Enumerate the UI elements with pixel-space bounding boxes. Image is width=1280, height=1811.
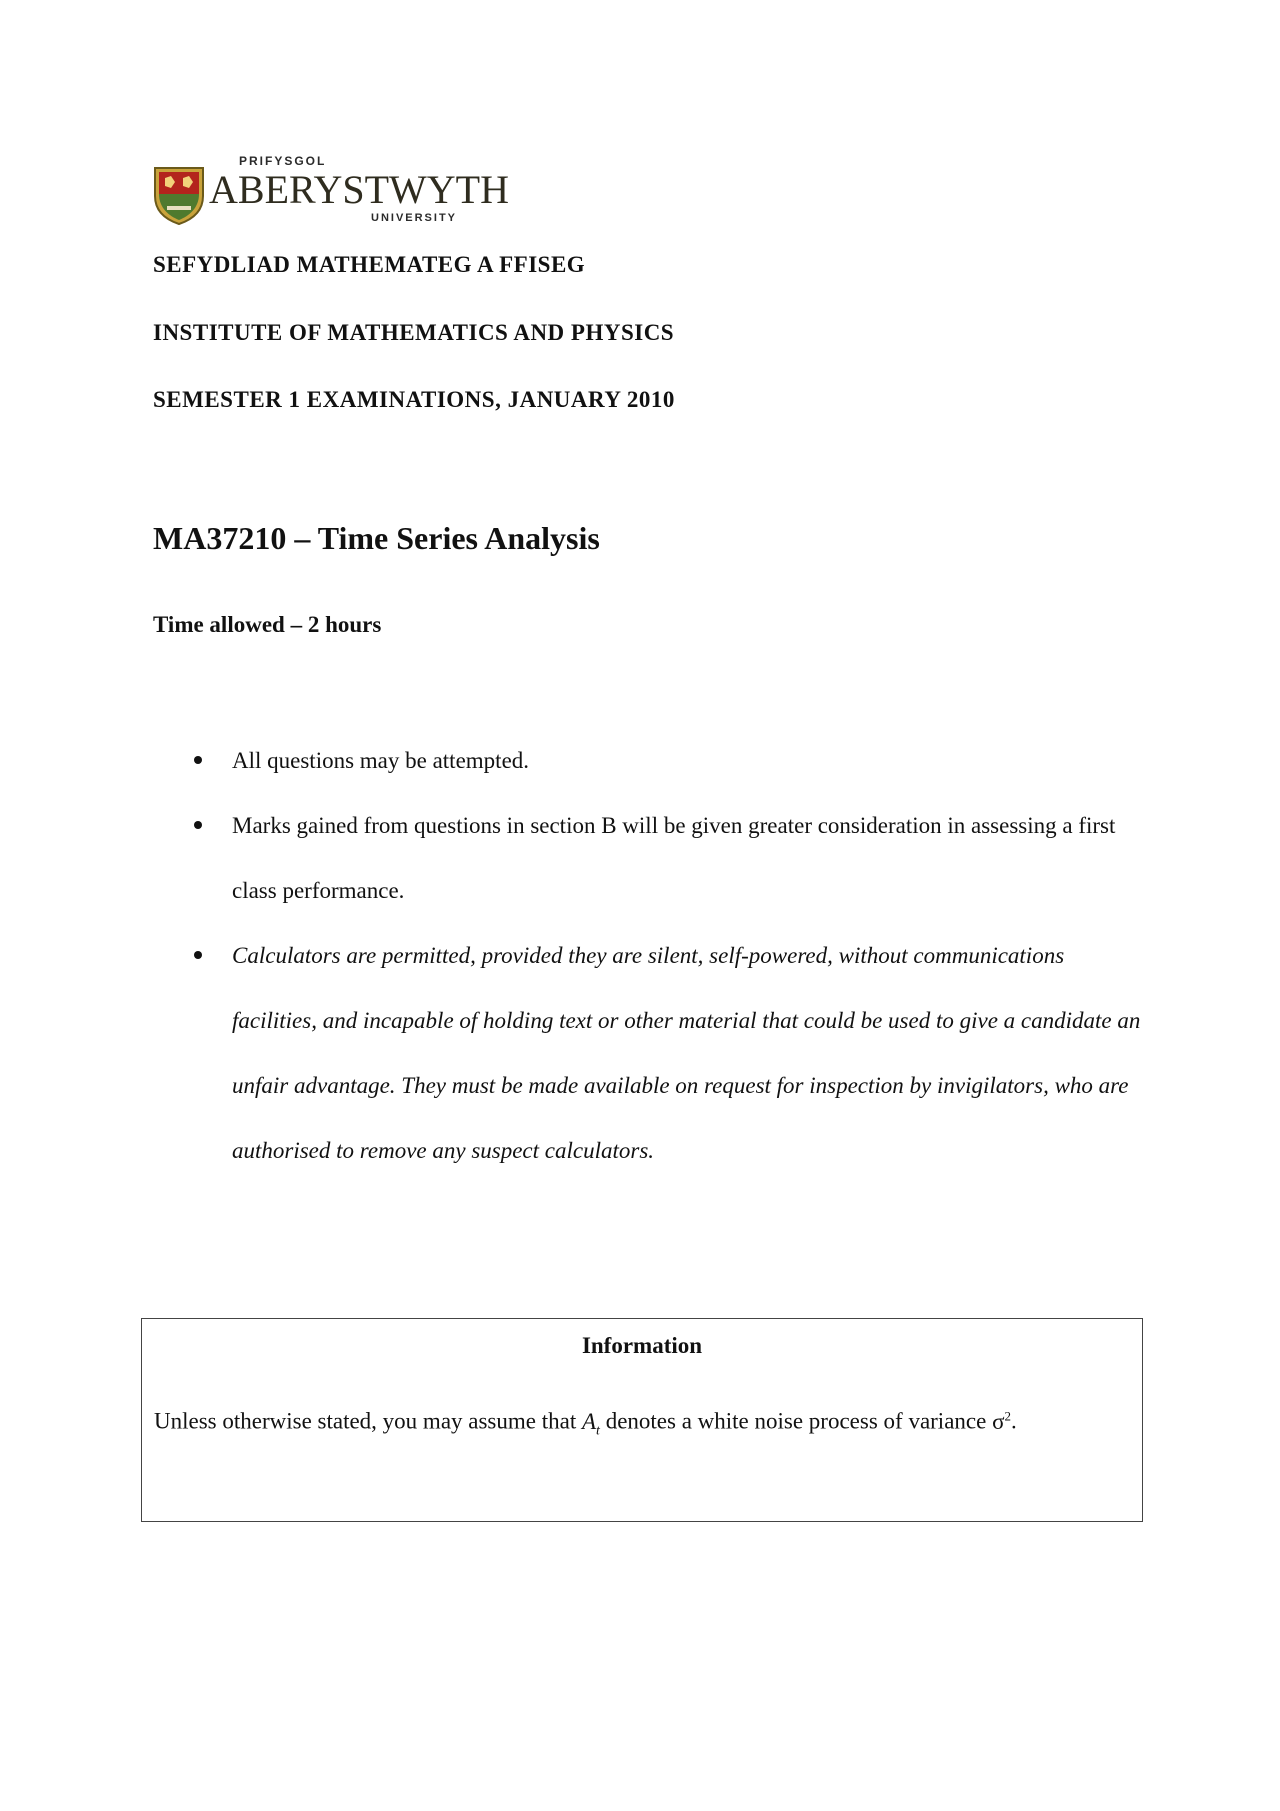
info-text-before: Unless otherwise stated, you may assume that: [154, 1408, 577, 1434]
sigma-exponent: 2: [1004, 1408, 1011, 1423]
instruction-text: Calculators are permitted, provided they are silent, self-powered, without communications facilities, and incapable of holding text or other material that could be used to give a candidate an unfair advantage. They must be made available on request for inspection by invigilators, who are authorised to remove any suspect calculators.: [232, 943, 1141, 1163]
sigma-symbol: [992, 1409, 1011, 1434]
instruction-text: Marks gained from questions in section B will be given greater consideration in assessing a first class performance.: [232, 813, 1116, 903]
page-title: MA37210 – Time Series Analysis: [153, 520, 600, 556]
list-item: [190, 793, 1150, 923]
instruction-text: All questions may be attempted.: [232, 748, 530, 773]
university-logo: [153, 152, 509, 230]
list-item: [190, 728, 1150, 793]
bullet-icon: [194, 951, 202, 959]
list-item: [190, 923, 1150, 1183]
logo-university: UNIVERSITY: [371, 212, 458, 224]
information-heading: Information: [581, 1333, 703, 1358]
information-text: [154, 1383, 1114, 1464]
crest-icon: [153, 166, 205, 226]
logo-aberystwyth: ABERYSTWYTH: [209, 167, 509, 212]
logo-prifysgol: PRIFYSGOL: [239, 154, 327, 168]
sigma: σ: [992, 1408, 1005, 1434]
symbol-a: A: [581, 1408, 597, 1434]
time-allowed: Time allowed – 2 hours: [153, 612, 382, 637]
symbol-subscript: t: [596, 1423, 600, 1439]
info-text-after: denotes a white noise process of variance: [605, 1408, 987, 1434]
instructions-list: [190, 728, 1150, 1183]
heading-semester: SEMESTER 1 EXAMINATIONS, JANUARY 2010: [153, 387, 675, 412]
heading-welsh: SEFYDLIAD MATHEMATEG A FFISEG: [153, 252, 586, 277]
information-box: [141, 1318, 1143, 1522]
white-noise-symbol: [581, 1408, 600, 1439]
info-end: .: [1010, 1408, 1017, 1434]
bullet-icon: [194, 756, 202, 764]
heading-english: INSTITUTE OF MATHEMATICS AND PHYSICS: [153, 320, 675, 345]
bullet-icon: [194, 821, 202, 829]
